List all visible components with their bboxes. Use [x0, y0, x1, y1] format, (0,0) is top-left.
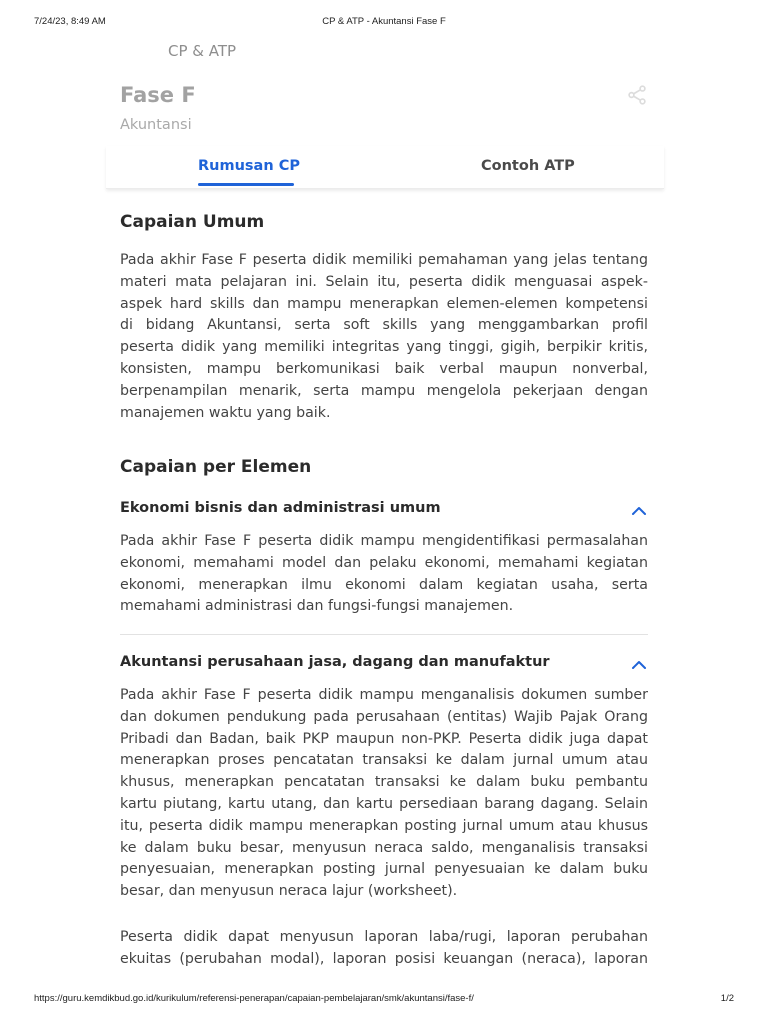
text-line: Pribadi dan Badan, baik PKP maupun non-PKP. Peserta didik juga dapat: [120, 730, 648, 747]
text-line: berpenampilan menarik, serta mampu mengelola pekerjaan dengan: [120, 382, 648, 399]
accordion-body-akuntansi-perusahaan: [120, 685, 648, 903]
text-line: ekonomi, memahami model dan pelaku ekonomi, memahami kegiatan: [120, 554, 648, 571]
text-line: penyesuaian, menerapkan posting jurnal penyesuaian ke dalam buku: [120, 861, 648, 878]
text-line: manajemen waktu yang baik.: [120, 404, 331, 421]
text-line: menerapkan proses pencatatan transaksi ke dalam jurnal umum atau: [120, 752, 648, 769]
section-title-capaian-umum: Capaian Umum: [120, 212, 265, 232]
text-line: aspek hard skills dan mampu menerapkan elemen-elemen kompetensi: [120, 295, 648, 312]
text-line: dan dokumen pendukung pada perusahaan (entitas) Wajib Pajak Orang: [120, 708, 648, 725]
accordion-title: Akuntansi perusahaan jasa, dagang dan manufaktur: [120, 654, 550, 670]
divider: [120, 634, 648, 635]
text-line: ekuitas (perubahan modal), laporan posisi keuangan (neraca), laporan: [120, 950, 648, 967]
print-title: CP & ATP - Akuntansi Fase F: [322, 16, 446, 27]
text-line: Pada akhir Fase F peserta didik mampu mengidentifikasi permasalahan: [120, 533, 648, 549]
text-line: khusus, menerapkan pencatatan transaksi ke dalam buku pembantu: [120, 774, 648, 791]
text-line: memahami administrasi dan fungsi-fungsi manajemen.: [120, 598, 514, 615]
tab-bar: [106, 146, 664, 189]
section-title-capaian-per-elemen: Capaian per Elemen: [120, 457, 312, 477]
text-line: peserta didik yang memiliki integritas yang tinggi, gigih, berpikir kritis,: [120, 339, 648, 356]
text-line: kartu piutang, kartu utang, dan kartu persediaan barang dagang. Selain: [120, 795, 648, 812]
print-datetime: 7/24/23, 8:49 AM: [34, 16, 106, 27]
accordion-body-akuntansi-perusahaan-2: [120, 927, 648, 971]
page-subtitle: Akuntansi: [120, 117, 192, 133]
print-page-number: 1/2: [720, 993, 734, 1004]
share-icon[interactable]: [626, 84, 648, 106]
breadcrumb-label[interactable]: CP & ATP: [168, 42, 237, 60]
page-title: Fase F: [120, 83, 196, 107]
capaian-umum-text: [120, 250, 648, 424]
text-line: besar, dan menyusun neraca lajur (worksheet).: [120, 883, 458, 900]
text-line: itu, peserta didik mampu menerapkan posting jurnal umum atau khusus: [120, 817, 648, 834]
print-header: [34, 16, 734, 30]
text-line: ke dalam buku besar, menyusun neraca saldo, menganalisis transaksi: [120, 839, 648, 856]
active-tab-indicator: [198, 183, 294, 186]
chevron-up-icon[interactable]: [630, 656, 648, 674]
text-line: Pada akhir Fase F peserta didik mampu menganalisis dokumen sumber: [120, 687, 648, 703]
text-line: di bidang Akuntansi, serta soft skills yang menggambarkan profil: [120, 317, 648, 334]
tab-rumusan-cp[interactable]: Rumusan CP: [198, 158, 300, 174]
text-line: Pada akhir Fase F peserta didik memiliki pemahaman yang jelas tentang: [120, 252, 648, 268]
print-footer: [34, 993, 734, 1007]
text-line: materi mata pelajaran ini. Selain itu, peserta didik menguasai aspek-: [120, 273, 648, 290]
accordion-header-ekonomi-bisnis[interactable]: [120, 500, 648, 522]
tab-contoh-atp[interactable]: Contoh ATP: [481, 158, 575, 174]
accordion-body-ekonomi-bisnis: [120, 531, 648, 618]
chevron-up-icon[interactable]: [630, 502, 648, 520]
text-line: Peserta didik dapat menyusun laporan laba/rugi, laporan perubahan: [120, 929, 648, 945]
text-line: ekonomi, menerapkan ilmu ekonomi dalam kegiatan usaha, serta: [120, 576, 648, 593]
print-url: https://guru.kemdikbud.go.id/kurikulum/referensi-penerapan/capaian-pembelajaran/smk/akuntansi/fase-f/: [34, 993, 474, 1004]
text-line: konsisten, mampu berkomunikasi baik verbal maupun nonverbal,: [120, 360, 648, 377]
accordion-title: Ekonomi bisnis dan administrasi umum: [120, 500, 441, 516]
accordion-header-akuntansi-perusahaan[interactable]: [120, 654, 648, 676]
